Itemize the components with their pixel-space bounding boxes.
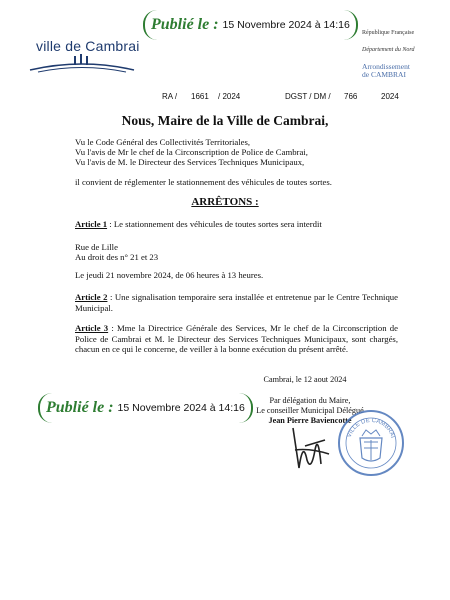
article-1-label: Article 1: [75, 219, 108, 229]
city-logo-text: ville de Cambrai: [36, 38, 140, 54]
published-date: 15 Novembre 2024 à 14:16: [222, 19, 350, 31]
page-title: Nous, Maire de la Ville de Cambrai,: [121, 113, 329, 128]
department-label: Département du Nord: [362, 47, 415, 53]
delegation-line: Par délégation du Maire,: [269, 396, 351, 405]
article-2-label: Article 2: [75, 292, 108, 302]
place-date: Cambrai, le 12 aout 2024: [263, 375, 347, 384]
ref-department: DGST / DM /: [285, 92, 331, 101]
vu-line-3: Vu l'avis de M. le Directeur des Services Techniques Municipaux,: [75, 157, 305, 167]
arretons-heading: ARRÊTONS :: [191, 196, 259, 208]
period-text: Le jeudi 21 novembre 2024, de 06 heures à 13 heures.: [75, 270, 264, 280]
ref-ra: RA /: [162, 92, 178, 101]
article-3-label: Article 3: [75, 323, 109, 333]
official-seal: [338, 410, 404, 476]
seal-emblem-icon: [340, 412, 402, 474]
location-numbers: Au droit des n° 21 et 23: [75, 252, 159, 262]
arrondissement-city: de CAMBRAI: [362, 70, 406, 79]
arrondissement-label: Arrondissement: [362, 62, 410, 71]
article-3-text: : Mme la Directrice Générale des Services, Mr le chef de la Circonscription de Police de Cambrai et M. le Directeur des Services Techniques Municipaux, sont chargés, chacun en ce qui le concerne, de veiller à la bonne exécution du présent arrêté.: [75, 323, 399, 354]
considering-text: il convient de réglementer le stationnement des véhicules de toutes sortes.: [75, 177, 332, 187]
published-label: Publié le :: [151, 16, 219, 33]
location-street: Rue de Lille: [75, 242, 118, 252]
handwritten-signature: [285, 420, 335, 475]
ref-year-2: 2024: [381, 92, 399, 101]
vu-line-2: Vu l'avis de Mr le chef de la Circonscription de Police de Cambrai,: [75, 147, 308, 157]
article-1-text: : Le stationnement des véhicules de toutes sortes sera interdit: [107, 219, 322, 229]
article-3: [75, 323, 398, 355]
article-1: [75, 219, 398, 230]
published-label: Publié le :: [46, 399, 114, 416]
ref-number-1: 1661: [191, 92, 209, 101]
city-logo-icon: [28, 52, 136, 74]
ref-year-1: / 2024: [218, 92, 241, 101]
published-stamp-bottom: [38, 393, 253, 423]
svg-text:VILLE DE CAMBRAI: [347, 418, 396, 439]
councillor-title: Le conseiller Municipal Délégué: [256, 406, 364, 415]
article-2: [75, 292, 398, 313]
republic-label: République Française: [362, 30, 415, 36]
vu-line-1: Vu le Code Général des Collectivités Territoriales,: [75, 137, 251, 147]
signatory-name: Jean Pierre Baviencotte: [268, 416, 352, 425]
published-stamp-top: [143, 10, 358, 40]
published-date: 15 Novembre 2024 à 14:16: [117, 402, 245, 414]
article-2-text: : Une signalisation temporaire sera installée et entretenue par le Centre Technique Municipal.: [75, 292, 398, 313]
seal-text: VILLE DE CAMBRAI: [346, 417, 396, 439]
ref-number-2: 766: [344, 92, 358, 101]
